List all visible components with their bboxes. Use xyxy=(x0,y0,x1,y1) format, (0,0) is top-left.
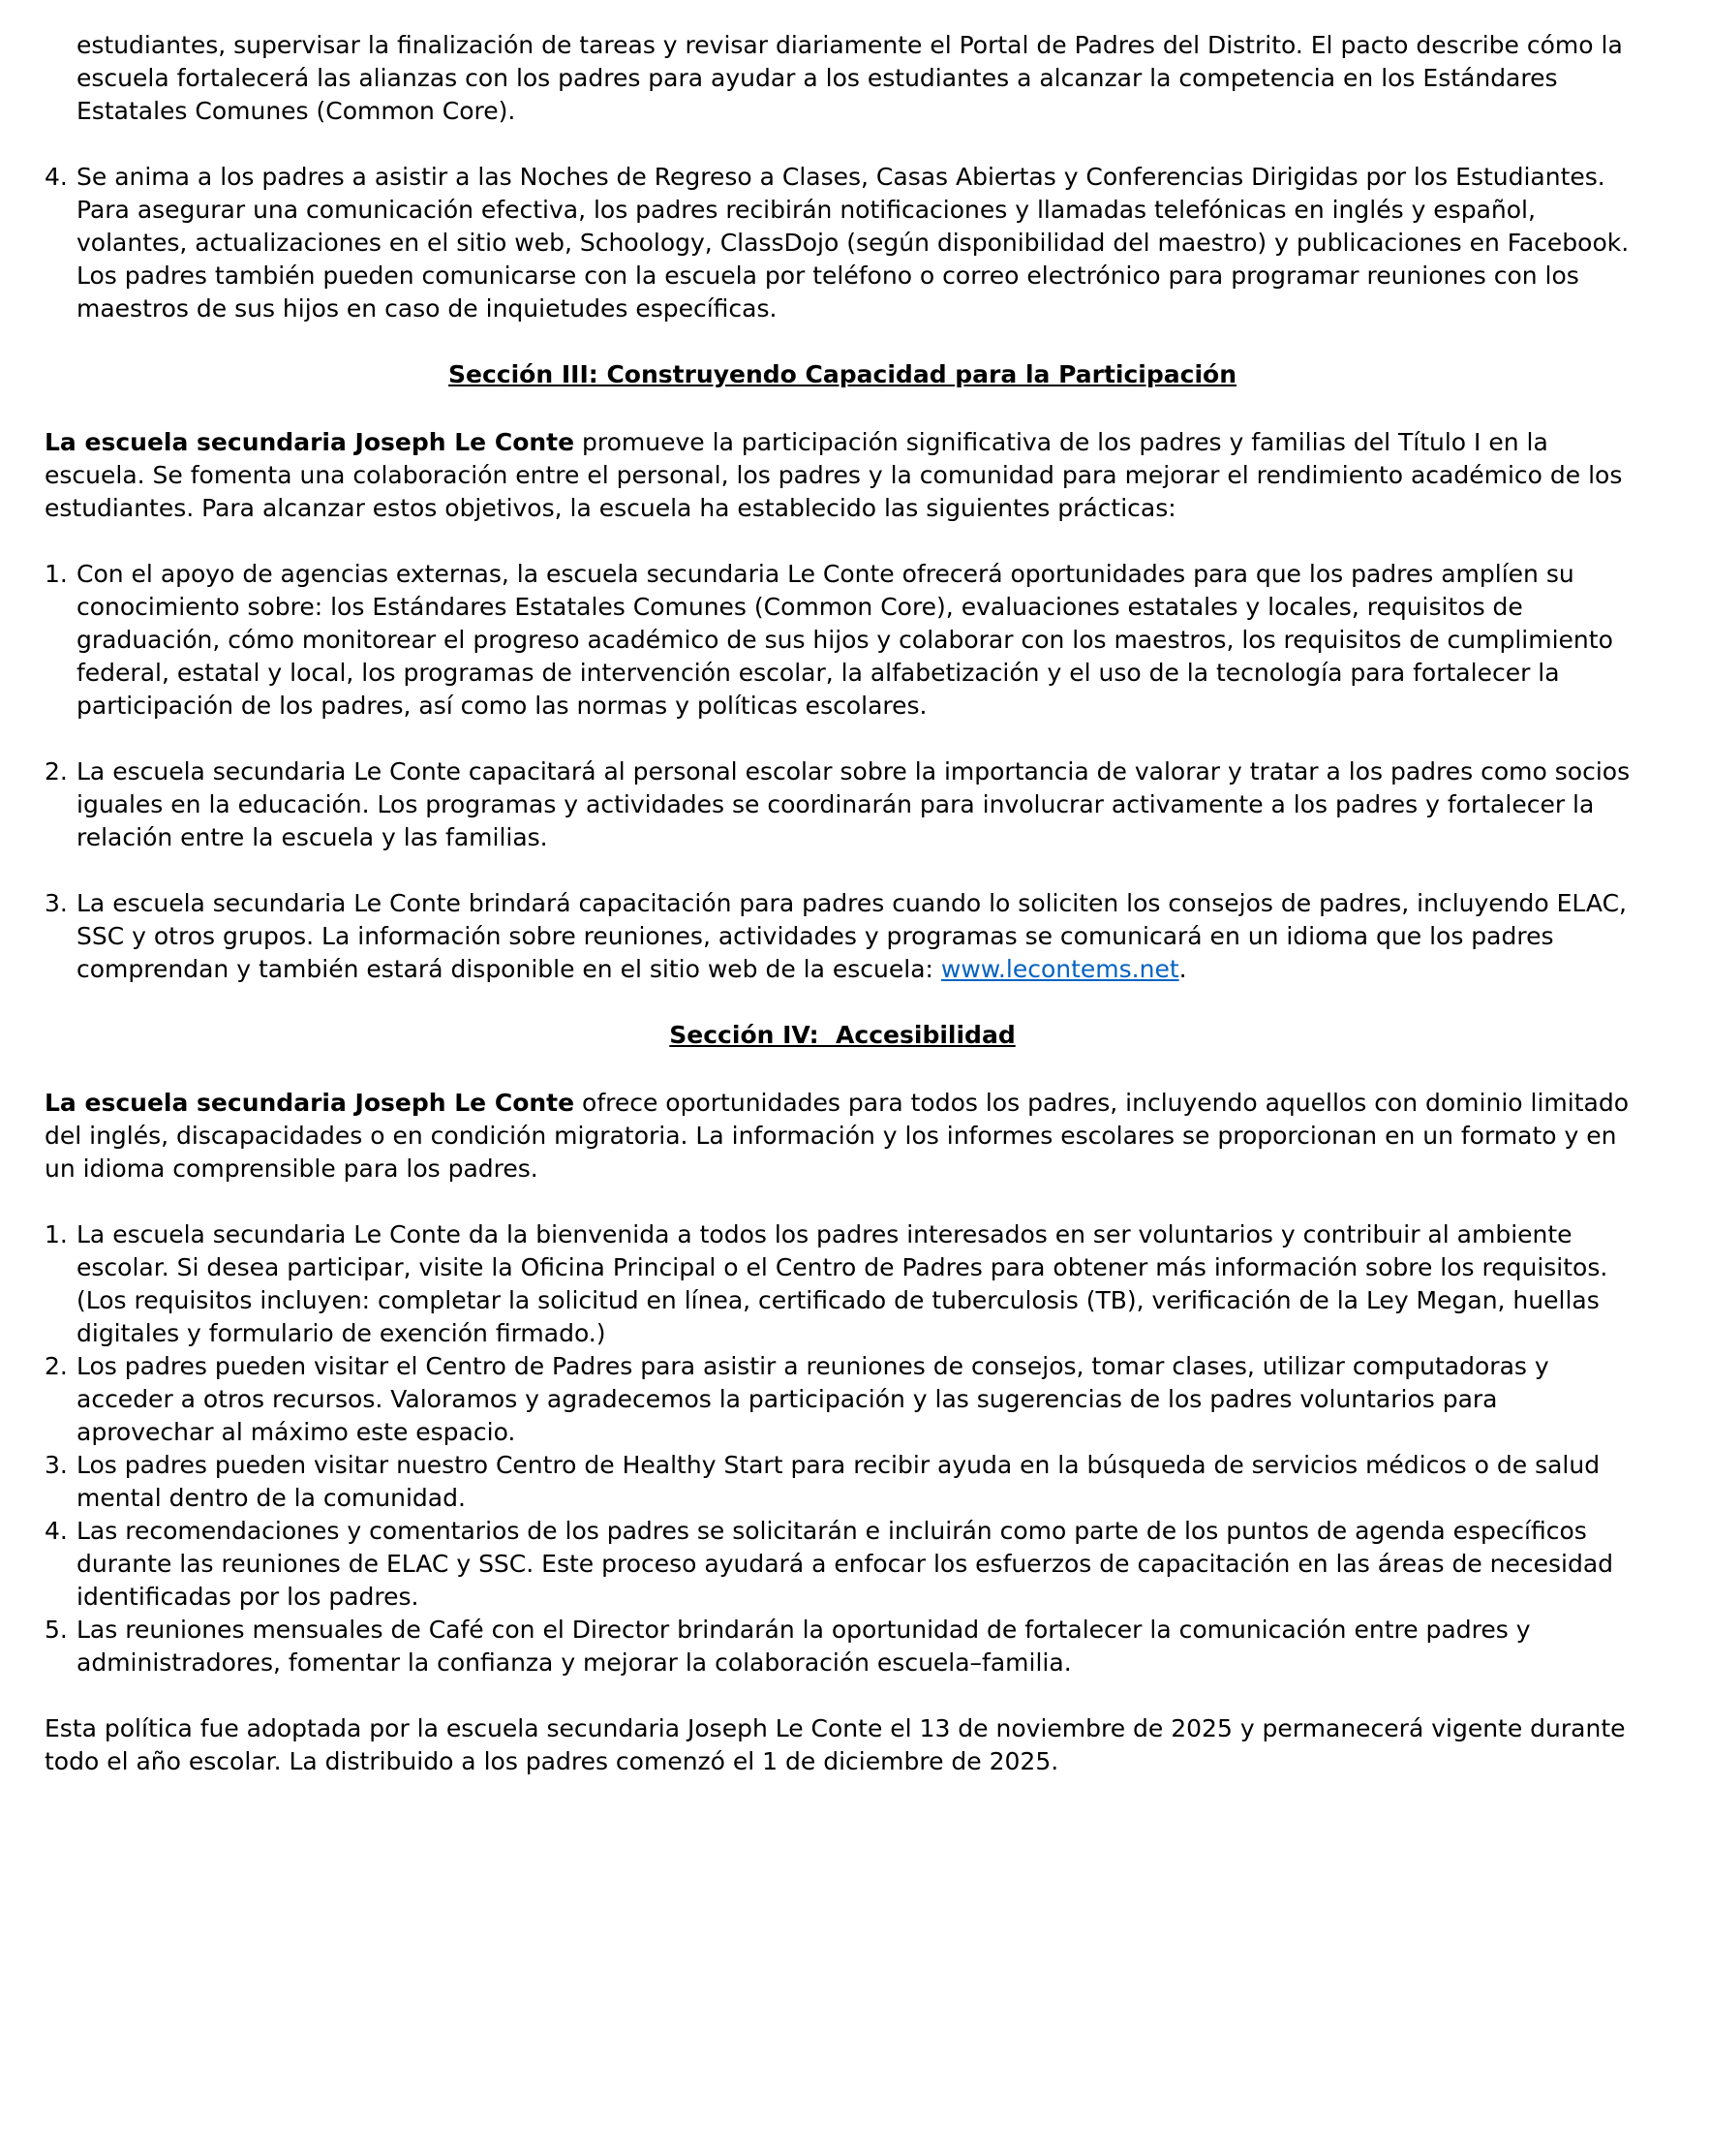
list-item-text: Se anima a los padres a asistir a las Noches de Regreso a Clases, Casas Abiertas y Conferencias Dirigidas por los Estudiantes. Para asegurar una comunicación efectiva, los padres recibirán notificaciones y llamadas telefónicas en inglés y español, volantes, actualizaciones en el sitio web, Schoology, ClassDojo (según disponibilidad del maestro) y publicaciones en Facebook. Los padres también pueden comunicarse con la escuela por teléfono o correo electrónico para programar reuniones con los maestros de sus hijos en caso de inquietudes específicas. xyxy=(76,163,1630,323)
list-number: 3. xyxy=(45,1451,68,1479)
list-item-text: Las reuniones mensuales de Café con el Director brindarán la oportunidad de fortalecer la comunicación entre padres y administradores, fomentar la confianza y mejorar la colaboración escuela–familia. xyxy=(76,1616,1531,1677)
section-iv-intro-text: ofrece oportunidades para todos los padres, incluyendo aquellos con dominio limitado del inglés, discapacidades o en condición migratoria. La información y los informes escolares se proporcionan en un formato y en un idioma comprensible para los padres. xyxy=(45,1089,1629,1183)
list-item-s4-4 xyxy=(45,1515,1640,1614)
text-before-link: La escuela secundaria Le Conte brindará capacitación para padres cuando lo soliciten los consejos de padres, incluyendo ELAC, SSC y otros grupos. La información sobre reuniones, actividades y programas se comunicará en un idioma que los padres comprendan y también estará disponible en el sitio web de la escuela: xyxy=(76,889,1627,983)
list-number: 5. xyxy=(45,1616,68,1644)
list-item-communication xyxy=(45,161,1640,325)
list-number: 1. xyxy=(45,1220,68,1248)
list-item-text: Los padres pueden visitar el Centro de Padres para asistir a reuniones de consejos, tomar clases, utilizar computadoras y acceder a otros recursos. Valoramos y agradecemos la participación y las sugerencias de los padres voluntarios para aprovechar al máximo este espacio. xyxy=(76,1352,1549,1446)
list-number: 2. xyxy=(45,757,68,785)
list-item-text: Los padres pueden visitar nuestro Centro de Healthy Start para recibir ayuda en la búsqueda de servicios médicos o de salud mental dentro de la comunidad. xyxy=(76,1451,1601,1512)
list-item-s3-2 xyxy=(45,755,1640,854)
school-name-bold: La escuela secundaria Joseph Le Conte xyxy=(45,428,575,456)
list-item-text xyxy=(76,887,1640,986)
text-after-link: . xyxy=(1178,955,1187,983)
list-item-text: Las recomendaciones y comentarios de los padres se solicitarán e incluirán como parte de los puntos de agenda específicos durante las reuniones de ELAC y SSC. Este proceso ayudará a enfocar los esfuerzos de capacitación en las áreas de necesidad identificadas por los padres. xyxy=(76,1517,1614,1611)
list-item-s4-3 xyxy=(45,1449,1640,1515)
list-number: 1. xyxy=(45,560,68,588)
section-iii-intro xyxy=(45,426,1640,525)
list-item-s3-3 xyxy=(45,887,1640,986)
school-name-bold: La escuela secundaria Joseph Le Conte xyxy=(45,1089,575,1117)
list-item-s4-1 xyxy=(45,1218,1640,1350)
list-number: 4. xyxy=(45,1517,68,1545)
continuation-paragraph: estudiantes, supervisar la finalización de tareas y revisar diariamente el Portal de Padres del Distrito. El pacto describe cómo la escuela fortalecerá las alianzas con los padres para ayudar a los estudiantes a alcanzar la competencia en los Estándares Estatales Comunes (Common Core). xyxy=(76,31,1623,125)
closing-paragraph: Esta política fue adoptada por la escuela secundaria Joseph Le Conte el 13 de noviembre de 2025 y permanecerá vigente durante todo el año escolar. La distribuido a los padres comenzó el 1 de diciembre de 2025. xyxy=(45,1714,1626,1775)
list-number: 3. xyxy=(45,889,68,917)
list-item-text: Con el apoyo de agencias externas, la escuela secundaria Le Conte ofrecerá oportunidades para que los padres amplíen su conocimiento sobre: los Estándares Estatales Comunes (Common Core), evaluaciones estatales y locales, requisitos de graduación, cómo monitorear el progreso académico de sus hijos y colaborar con los maestros, los requisitos de cumplimiento federal, estatal y local, los programas de intervención escolar, la alfabetización y el uso de la tecnología para fortalecer la participación de los padres, así como las normas y políticas escolares. xyxy=(76,560,1613,720)
section-iv-heading: Sección IV: Accesibilidad xyxy=(669,1021,1016,1049)
list-item-text: La escuela secundaria Le Conte da la bienvenida a todos los padres interesados en ser voluntarios y contribuir al ambiente escolar. Si desea participar, visite la Oficina Principal o el Centro de Padres para obtener más información sobre los requisitos. (Los requisitos incluyen: completar la solicitud en línea, certificado de tuberculosis (TB), verificación de la Ley Megan, huellas digitales y formulario de exención firmado.) xyxy=(76,1220,1608,1347)
list-item-s3-1 xyxy=(45,558,1640,723)
list-number: 2. xyxy=(45,1352,68,1380)
section-iii-intro-text: promueve la participación significativa de los padres y familias del Título I en la escuela. Se fomenta una colaboración entre el personal, los padres y la comunidad para mejorar el rendimiento académico de los estudiantes. Para alcanzar estos objetivos, la escuela ha establecido las siguientes prácticas: xyxy=(45,428,1623,522)
section-iii-heading: Sección III: Construyendo Capacidad para la Participación xyxy=(448,360,1237,388)
lecontems-website-link[interactable]: www.lecontems.net xyxy=(940,955,1179,983)
section-iv-intro xyxy=(45,1087,1640,1186)
list-item-text: La escuela secundaria Le Conte capacitará al personal escolar sobre la importancia de valorar y tratar a los padres como socios iguales en la educación. Los programas y actividades se coordinarán para involucrar activamente a los padres y fortalecer la relación entre la escuela y las familias. xyxy=(76,757,1631,851)
list-number: 4. xyxy=(45,163,68,191)
list-item-s4-2 xyxy=(45,1350,1640,1449)
list-item-s4-5 xyxy=(45,1614,1640,1679)
